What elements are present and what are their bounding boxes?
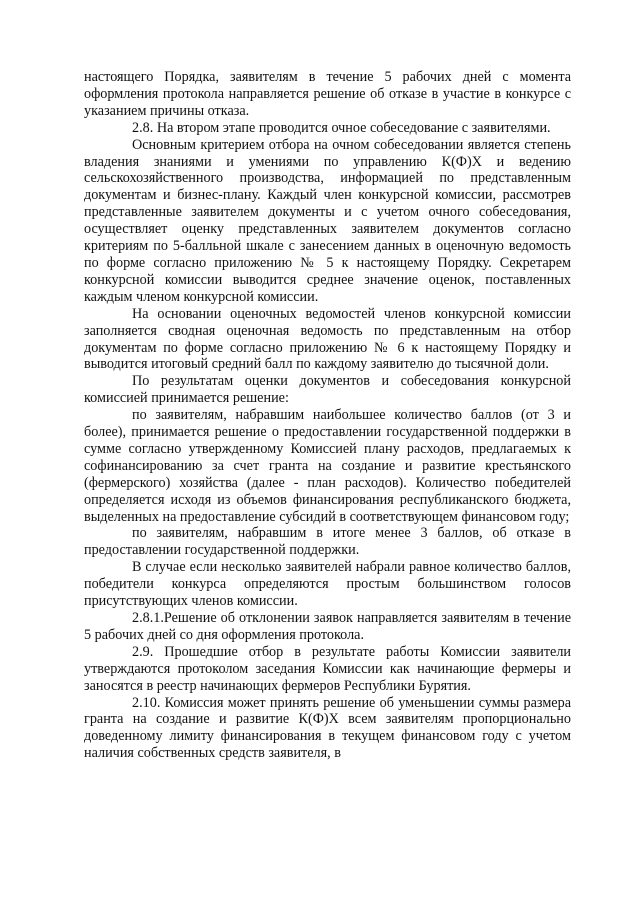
paragraph-2-10: 2.10. Комиссия может принять решение об уменьшении суммы размера гранта на создание и развитие К(Ф)Х всем заявителям пропорционально доведенному лимиту финансирования в текущем финансовом году с учетом наличия собственных средств заявителя, в [84, 694, 571, 762]
paragraph-decision-refusal: по заявителям, набравшим в итоге менее 3 баллов, об отказе в предоставлении государственной поддержки. [84, 525, 571, 559]
paragraph-equal-score: В случае если несколько заявителей набрали равное количество баллов, победители конкурса определяются простым большинством голосов присутствующих членов комиссии. [84, 559, 571, 610]
document-page [84, 69, 571, 762]
paragraph-2-8: 2.8. На втором этапе проводится очное собеседование с заявителями. [132, 119, 551, 136]
paragraph-decision-grant: по заявителям, набравшим наибольшее количество баллов (от 3 и более), принимается решение о предоставлении государственной поддержки в сумме согласно утвержденному Комиссией плану расходов, предлагаемых к софинансированию за счет гранта на создание и развитие крестьянского (фермерского) хозяйства (далее - план расходов). Количество победителей определяется исходя из объемов финансирования республиканского бюджета, выделенных на предоставление субсидий в соответствующем финансовом году; [84, 407, 571, 525]
paragraph-summary-sheet: На основании оценочных ведомостей членов конкурсной комиссии заполняется сводная оценочная ведомость по представленным на отбор документам по форме согласно приложению № 6 к настоящему Порядку и выводится итоговый средний балл по каждому заявителю до тысячной доли. [84, 305, 571, 373]
paragraph-decision-intro: По результатам оценки документов и собеседования конкурсной комиссией принимается решение: [84, 373, 571, 407]
paragraph-2-9: 2.9. Прошедшие отбор в результате работы Комиссии заявители утверждаются протоколом заседания Комиссии как начинающие фермеры и заносятся в реестр начинающих фермеров Республики Бурятия. [84, 643, 571, 694]
paragraph-2-8-1: 2.8.1.Решение об отклонении заявок направляется заявителям в течение 5 рабочих дней со дня оформления протокола. [84, 610, 571, 643]
paragraph-main-criterion: Основным критерием отбора на очном собеседовании является степень владения знаниями и умениями по управлению К(Ф)Х и ведению сельскохозяйственного производства, информацией по представленным документам и бизнес-плану. Каждый член конкурсной комиссии, рассмотрев представленные заявителем документы и с учетом очного собеседования, осуществляет оценку представленных заявителем документов согласно критериям по 5-балльной шкале с занесением данных в оценочную ведомость по форме согласно приложению № 5 к настоящему Порядку. Секретарем конкурсной комиссии выводится среднее значение оценок, поставленных каждым членом конкурсной комиссии. [84, 136, 571, 305]
paragraph-continuation: настоящего Порядка, заявителям в течение 5 рабочих дней с момента оформления протокола направляется решение об отказе в участие в конкурсе с указанием причины отказа. [84, 69, 571, 119]
